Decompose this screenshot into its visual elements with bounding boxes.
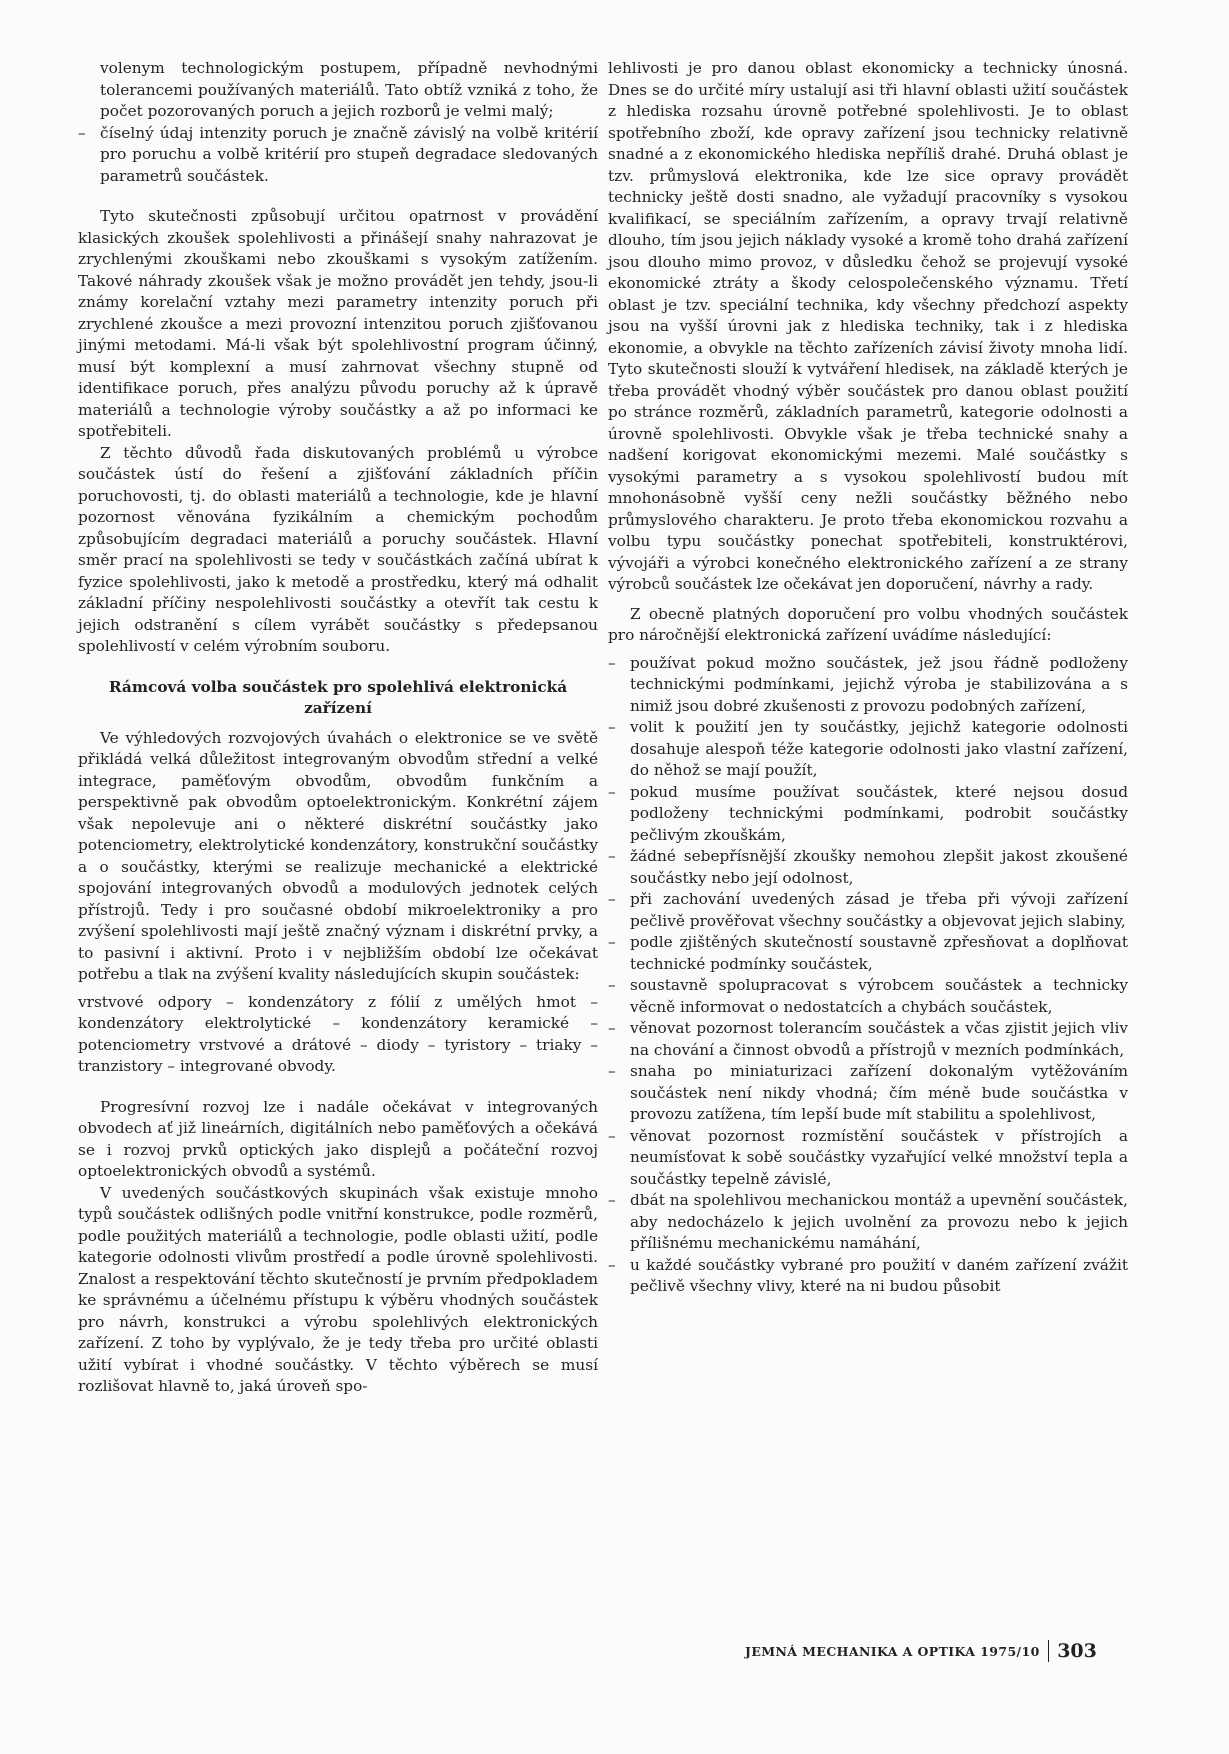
list-item: – snaha po miniaturizaci zařízení dokonalým vytěžováním součástek není nikdy vhodná; čím méně bude součástka v provozu zatížena, tím lepší bude mít stabilitu a spolehlivost, (608, 1061, 1128, 1126)
recommendations-list (608, 653, 1128, 1298)
footer-divider (1048, 1640, 1050, 1662)
journal-title: JEMNÁ MECHANIKA A OPTIKA 1975/10 (745, 1643, 1040, 1659)
paragraph: Z těchto důvodů řada diskutovaných problémů u výrobce součástek ústí do řešení a zjišťování základních příčin poruchovosti, tj. do oblasti materiálů a technologie, kde je hlavní pozornost věnována fyzikálním a chemickým pochodům způsobujícím degradaci materiálů a poruchy součástek. Hlavní směr prací na spolehlivosti se tedy v součástkách začíná ubírat k fyzice spolehlivosti, jako k metodě a prostředku, který má odhalit základní příčiny nespolehlivosti součástky a otevřít tak cestu k jejich odstranění s cílem vyrábět součástky s předepsanou spolehlivostí v celém výrobním souboru. (78, 443, 598, 655)
list-item: – dbát na spolehlivou mechanickou montáž a upevnění součástek, aby nedocházelo k jejich uvolnění za provozu nebo k jejich přílišnému mechanickému namáhání, (608, 1190, 1128, 1255)
page-number: 303 (1057, 1640, 1097, 1662)
list-item: – podle zjištěných skutečností soustavně zpřesňovat a doplňovat technické podmínky součástek, (608, 932, 1128, 975)
paragraph: Z obecně platných doporučení pro volbu vhodných součástek pro náročnější elektronická zařízení uvádíme následující: (608, 604, 1128, 644)
paragraph: V uvedených součástkových skupinách však existuje mnoho typů součástek odlišných podle vnitřní konstrukce, podle rozměrů, podle použitých materiálů a technologie, podle oblasti užití, podle kategorie odolnosti vlivům prostředí a podle úrovně spolehlivosti. Znalost a respektování těchto skutečností je prvním předpokladem ke správnému a účelnému přístupu k výběru vhodných součástek pro návrh, konstrukci a výrobu spolehlivých elektronických zařízení. Z toho by vyplývalo, že je tedy třeba pro určité oblasti užití vybírat i vhodné součástky. V těchto výběrech se musí rozlišovat hlavně to, jaká úroveň spo- (78, 1183, 598, 1395)
list-item: – u každé součástky vybrané pro použití v daném zařízení zvážit pečlivě všechny vlivy, které na ni budou působit (608, 1255, 1128, 1298)
paragraph: Progresívní rozvoj lze i nadále očekávat v integrovaných obvodech ať již lineárních, digitálních nebo paměťových a očekává se i rozvoj prvků optických jako displejů a počáteční rozvoj optoelektronických obvodů a systémů. (78, 1097, 598, 1180)
paragraph: Tyto skutečnosti způsobují určitou opatrnost v provádění klasických zkoušek spolehlivosti a přinášejí snahy nahrazovat je zrychlenými zkouškami nebo zkouškami s vysokým zatížením. Takové náhrady zkoušek však je možno provádět jen tehdy, jsou-li známy korelační vztahy mezi parametry intenzity poruch při zrychlené zkoušce a mezi provozní intenzitou poruch zjišťovanou jinými metodami. Má-li však být spolehlivostní program účinný, musí být komplexní a musí zahrnovat všechny stupně od identifikace poruch, přes analýzu původu poruchy až k úpravě materiálů a technologie výroby součástky a až po informaci ke spotřebiteli. (78, 207, 598, 440)
paragraph: Ve výhledových rozvojových úvahách o elektronice se ve světě přikládá velká důležitost integrovaným obvodům střední a velké integrace, paměťovým obvodům, obvodům funkčním a perspektivně pak obvodům optoelektronickým. Konkrétní zájem však nepolevuje ani o některé diskrétní součástky jako potenciometry, elektrolytické kondenzátory, konstrukční součástky a o součástky, kterými se realizuje mechanické a elektrické spojování integrovaných obvodů a modulových jednotek celých přístrojů. Tedy i pro současné období mikroelektroniky a pro zvýšení spolehlivosti mají ještě značný význam i diskrétní prvky, a to pasivní i aktivní. Proto i v nejbližším období lze očekávat potřebu a tlak na zvýšení kvality následujících skupin součástek: (78, 728, 598, 983)
continued-list (78, 58, 598, 187)
list-item: – věnovat pozornost tolerancím součástek a včas zjistit jejich vliv na chování a činnost obvodů a přístrojů v mezních podmínkách, (608, 1018, 1128, 1061)
section-heading: Rámcová volba součástek pro spolehlivá elektronická zařízení (108, 677, 568, 717)
right-column (608, 58, 1128, 1298)
page-footer (745, 1640, 1097, 1662)
list-item: – žádné sebepřísnější zkoušky nemohou zlepšit jakost zkoušené součástky nebo její odolnost, (608, 846, 1128, 889)
list-item: volenym technologickým postupem, případně nevhodnými tolerancemi používaných materiálů. Tato obtíž vzniká z toho, že počet pozorovaných poruch a jejich rozborů je velmi malý; (100, 59, 598, 120)
left-column (78, 58, 598, 1398)
list-item: – používat pokud možno součástek, jež jsou řádně podloženy technickými podmínkami, jejichž výroba je stabilizována a s nimiž jsou dobré zkušenosti z provozu podobných zařízení, (608, 653, 1128, 718)
list-item: – pokud musíme používat součástek, které nejsou dosud podloženy technickými podmínkami, podrobit součástky pečlivým zkouškám, (608, 782, 1128, 847)
list-item: – volit k použití jen ty součástky, jejichž kategorie odolnosti dosahuje alespoň téže kategorie odolnosti jako vlastní zařízení, do něhož se mají použít, (608, 717, 1128, 782)
paragraph: lehlivosti je pro danou oblast ekonomicky a technicky únosná. Dnes se do určité míry ustalují asi tři hlavní oblasti užití součástek z hlediska rozsahu úrovně potřebné spolehlivosti. Je to oblast spotřebního zboží, kde opravy zařízení jsou technicky relativně snadné a z ekonomického hlediska nepříliš drahé. Druhá oblast je tzv. průmyslová elektronika, kde lze sice opravy provádět technicky ještě dosti snadno, ale vyžadují pracovníky s vysokou kvalifikací, se speciálním zařízením, a opravy trvají relativně dlouho, tím jsou jejich náklady vysoké a kromě toho drahá zařízení jsou dlouho mimo provoz, v důsledku čehož se projevují vysoké ekonomické ztráty a škody celospolečenského významu. Třetí oblast je tzv. speciální technika, kdy všechny předchozí aspekty jsou na vyšší úrovni jak z hlediska techniky, tak i z hlediska ekonomie, a obvykle na těchto zařízeních závisí životy mnoha lidí. Tyto skutečnosti slouží k vytváření hledisek, na základě kterých je třeba provádět vhodný výběr součástek pro danou oblast použití po stránce rozměrů, základních parametrů, kategorie odolnosti a úrovně spolehlivosti. Obvykle však je třeba technické snahy a nadšení korigovat ekonomickými mezemi. Malé součástky s vysokými parametry a s vysokou spolehlivostí budou mít mnohonásobně vyšší ceny nežli součástky běžného nebo průmyslového charakteru. Je proto třeba ekonomickou rozvahu a volbu typu součástky ponechat spotřebiteli, konstruktérovi, vývojáři a výrobci konečného elektronického zařízení a ze strany výrobců součástek lze očekávat jen doporučení, návrhy a rady. (608, 59, 1128, 593)
list-item: – číselný údaj intenzity poruch je značně závislý na volbě kritérií pro poruchu a volbě kritérií pro stupeň degradace sledovaných parametrů součástek. (78, 123, 598, 188)
list-item: – věnovat pozornost rozmístění součástek v přístrojích a neumísťovat k sobě součástky vyzařující velké množství tepla a součástky tepelně závislé, (608, 1126, 1128, 1191)
list-item: – soustavně spolupracovat s výrobcem součástek a technicky věcně informovat o nedostatcích a chybách součástek, (608, 975, 1128, 1018)
component-groups: vrstvové odpory – kondenzátory z fólií z umělých hmot – kondenzátory elektrolytické – kondenzátory keramické – potenciometry vrstvové a drátové – diody – tyristory – triaky – tranzistory – integrované obvody. (78, 992, 598, 1075)
list-item: – při zachování uvedených zásad je třeba při vývoji zařízení pečlivě prověřovat všechny součástky a objevovat jejich slabiny, (608, 889, 1128, 932)
